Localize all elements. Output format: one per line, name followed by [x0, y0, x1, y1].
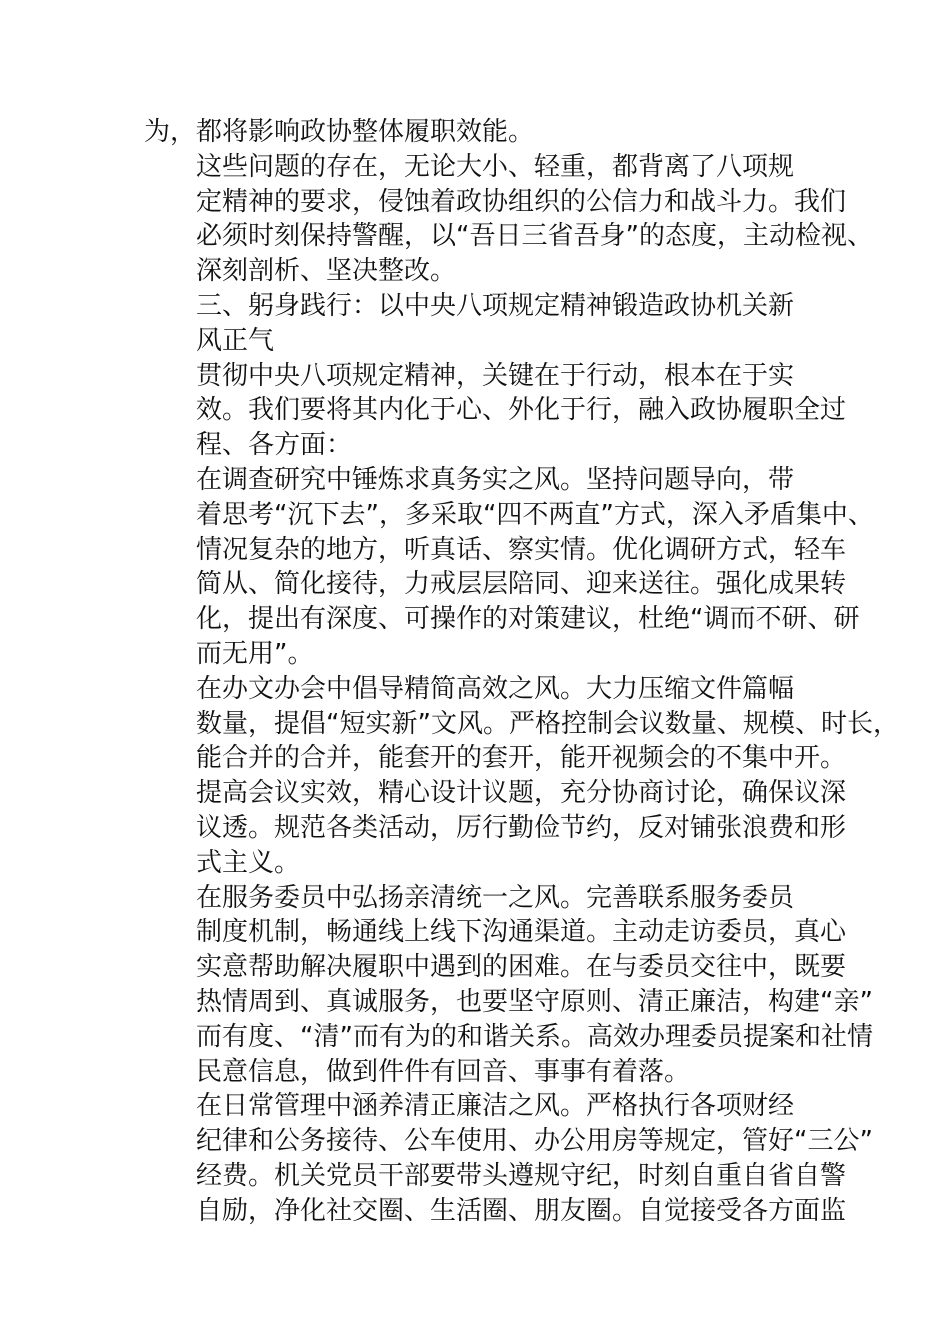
text-line: 情况复杂的地方，听真话、察实情。优化调研方式，轻车	[196, 534, 847, 565]
text-line: 能合并的合并，能套开的套开，能开视频会的不集中开。	[196, 743, 847, 774]
text-line: 制度机制，畅通线上线下沟通渠道。主动走访委员，真心	[196, 917, 847, 948]
text-line: 在办文办会中倡导精简高效之风。大力压缩文件篇幅	[196, 673, 795, 704]
paragraph	[144, 289, 844, 359]
text-line: 程、各方面：	[196, 430, 353, 461]
text-line: 定精神的要求，侵蚀着政协组织的公信力和战斗力。我们	[196, 186, 847, 217]
text-line: 化，提出有深度、可操作的对策建议，杜绝“调而不研、研	[196, 604, 860, 635]
paragraph	[144, 115, 844, 150]
paragraph	[144, 463, 874, 672]
text-line: 议透。规范各类活动，厉行勤俭节约，反对铺张浪费和形	[196, 812, 847, 843]
text-line: 这些问题的存在，无论大小、轻重，都背离了八项规	[196, 151, 795, 182]
paragraph	[144, 150, 873, 289]
text-line: 而有度、“清”而有为的和谐关系。高效办理委员提案和社情	[196, 1021, 873, 1052]
text-line: 经费。机关党员干部要带头遵规守纪，时刻自重自省自警	[196, 1160, 847, 1191]
text-line: 式主义。	[196, 847, 301, 878]
text-line: 自励，净化社交圈、生活圈、朋友圈。自觉接受各方面监	[196, 1195, 847, 1226]
paragraph	[144, 1089, 873, 1228]
text-line: 风正气	[196, 325, 275, 356]
text-line: 着思考“沉下去”，多采取“四不两直”方式，深入矛盾集中、	[196, 499, 874, 530]
document-body	[144, 115, 899, 1229]
paragraph	[144, 672, 899, 881]
text-line: 热情周到、真诚服务，也要坚守原则、清正廉洁，构建“亲”	[196, 986, 873, 1017]
text-line: 在调查研究中锤炼求真务实之风。坚持问题导向，带	[196, 464, 795, 495]
text-line: 提高会议实效，精心设计议题，充分协商讨论，确保议深	[196, 778, 847, 809]
text-line: 必须时刻保持警醒，以“吾日三省吾身”的态度，主动检视、	[196, 221, 873, 252]
text-line: 民意信息，做到件件有回音、事事有着落。	[196, 1056, 691, 1087]
text-line: 贯彻中央八项规定精神，关键在于行动，根本在于实	[196, 360, 795, 391]
paragraph	[144, 881, 873, 1090]
text-line: 在日常管理中涵养清正廉洁之风。严格执行各项财经	[196, 1091, 795, 1122]
text-line: 数量，提倡“短实新”文风。严格控制会议数量、规模、时长，	[196, 708, 899, 739]
text-line: 纪律和公务接待、公车使用、办公用房等规定，管好“三公”	[196, 1126, 873, 1157]
text-line: 为，都将影响政协整体履职效能。	[144, 117, 535, 147]
text-line: 深刻剖析、坚决整改。	[196, 256, 457, 287]
text-line: 而无用”。	[196, 638, 314, 669]
text-line: 简从、简化接待，力戒层层陪同、迎来送往。强化成果转	[196, 569, 847, 600]
text-line: 效。我们要将其内化于心、外化于行，融入政协履职全过	[196, 395, 847, 426]
text-line: 在服务委员中弘扬亲清统一之风。完善联系服务委员	[196, 882, 795, 913]
text-line: 实意帮助解决履职中遇到的困难。在与委员交往中，既要	[196, 952, 847, 983]
paragraph	[144, 359, 847, 463]
text-line: 三、躬身践行：以中央八项规定精神锻造政协机关新	[196, 290, 795, 321]
